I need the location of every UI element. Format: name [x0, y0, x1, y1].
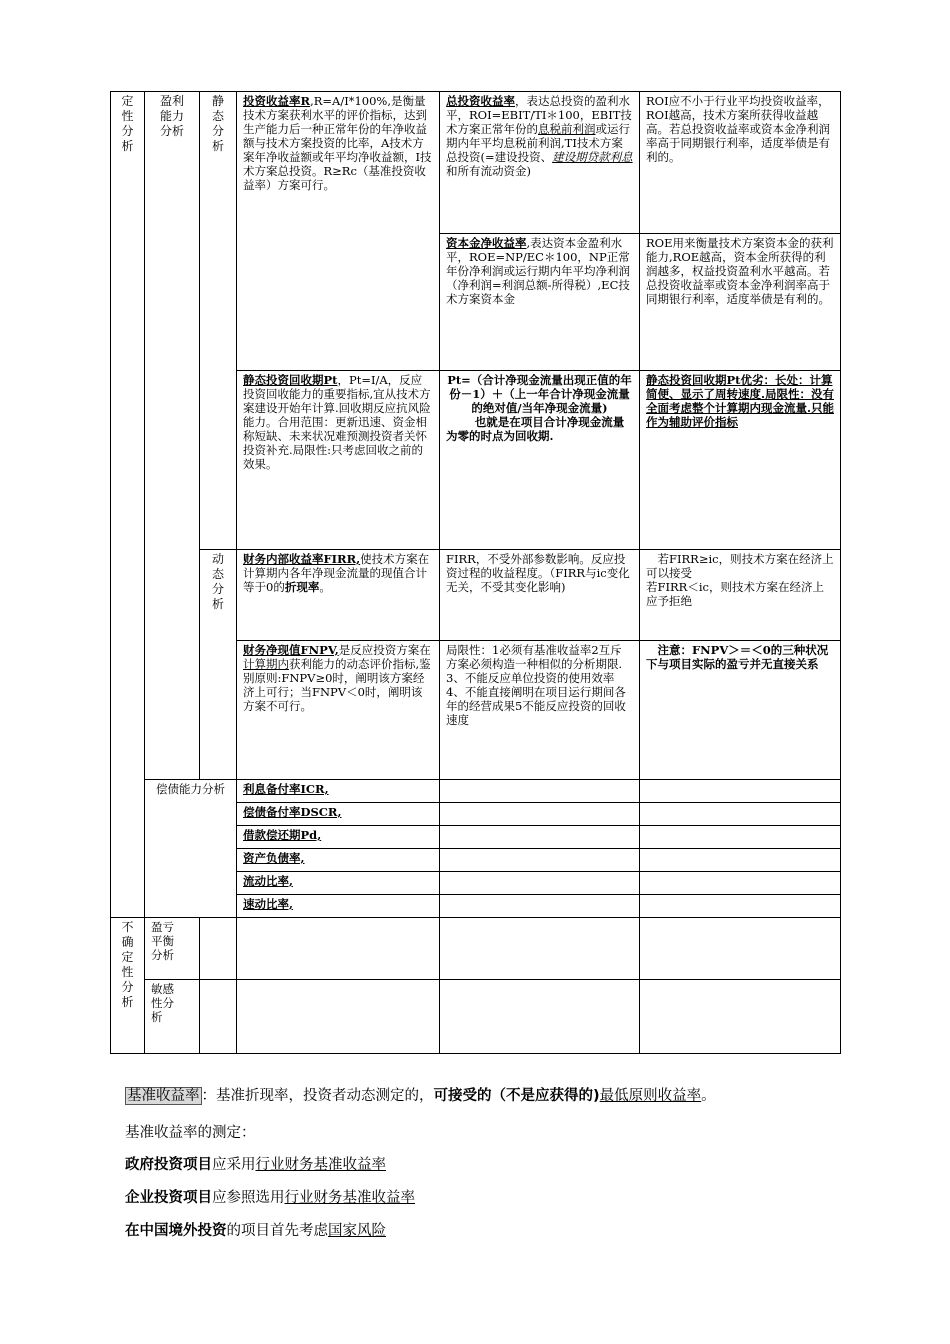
solvency-item-0: 利息备付率ICR, [237, 780, 440, 803]
solvency-item-2: 借款偿还期Pd, [237, 826, 440, 849]
solvency-label: 偿债能力分析 [145, 780, 237, 918]
fnpv-note: 注意：FNPV＞＝＜0的三种状况下与项目实际的盈亏并无直接关系 [640, 641, 841, 780]
footer-line-2: 基准收益率的测定： [125, 1125, 256, 1141]
fnpv-cell: 财务净现值FNPV,是反应投资方案在计算期内获利能力的动态评价指标,鉴别原则:FNPV≥0时，阐明该方案经济上可行；当FNPV＜0时，阐明该方案不可行。 [237, 641, 440, 780]
total-roi-cell: 总投资收益率，表达总投资的盈利水平，ROI=EBIT/TI＊100，EBIT技术方案正常年份的息税前利润或运行期内年平均息税前利润,TI技术方案总投资(=建设投资、建设期贷款利息和所有流动资金) [440, 92, 640, 234]
footer-line-4: 企业投资项目应参照选用行业财务基准收益率 [125, 1190, 415, 1206]
profit-label: 盈利能力分析 [145, 92, 200, 780]
roe-note: ROE用来衡量技术方案资本金的获利能力,ROE越高，资本金所获得的利润越多，权益投资盈利水平越高。若总投资收益率或资本金净利润率高于同期银行利率，适度举债是有利的。 [640, 234, 841, 371]
term-highlight: 基准收益率 [127, 1088, 200, 1104]
sensitivity-label: 敏感性分析 [145, 980, 200, 1054]
static-label: 静态分析 [200, 92, 237, 550]
solvency-item-1: 偿债备付率DSCR, [237, 803, 440, 826]
payback-formula: Pt=（合计净现金流量出现正值的年份－1）＋（上一年合计净现金流量的绝对值/当年净现金流量) 也就是在项目合计净现金流量为零的时点为回收期. [440, 371, 640, 550]
payback-note: 静态投资回收期Pt优劣：长处：计算简便、显示了周转速度.局限性：没有全面考虑整个计算期内现金流量.只能作为辅助评价指标 [640, 371, 841, 550]
fnpv-mid: 局限性：1必须有基准收益率2互斥方案必须构造一种相似的分析期限.3、不能反应单位投资的使用效率4、不能直接阐明在项目运行期间各年的经营成果5不能反应投资的回收速度 [440, 641, 640, 780]
breakeven-label: 盈亏平衡分析 [145, 918, 200, 980]
uncertainty-label: 不确定性分析 [111, 918, 145, 1054]
roi-cell: 投资收益率R,R=A/I*100%,是衡量技术方案获利水平的评价指标，达到生产能力后一种正常年份的年净收益额与技术方案投资的比率，A技术方案年净收益额或年平均净收益额，I技术方案总投资。R≥Rc（基准投资收益率）方案可行。 [237, 92, 440, 371]
solvency-item-3: 资产负债率, [237, 849, 440, 872]
firr-note: 若FIRR≥ic，则技术方案在经济上可以接受 若FIRR＜ic，则技术方案在经济上应予拒绝 [640, 550, 841, 641]
firr-cell: 财务内部收益率FIRR,使技术方案在计算期内各年净现金流量的现值合计等于0的折现率。 [237, 550, 440, 641]
footer-line-3: 政府投资项目应采用行业财务基准收益率 [125, 1157, 386, 1173]
solvency-item-5: 速动比率, [237, 895, 440, 918]
total-roi-note: ROI应不小于行业平均投资收益率，ROI越高，技术方案所获得收益越高。若总投资收益率或资本金净利润率高于同期银行利率，适度举债是有利的。 [640, 92, 841, 234]
roe-cell: 资本金净收益率,表达资本金盈利水平，ROE=NP/EC＊100，NP正常年份净利润或运行期内年平均净利润（净利润=利润总额-所得税）,EC技术方案资本金 [440, 234, 640, 371]
qualitative-label: 定性分析 [111, 92, 145, 918]
solvency-item-4: 流动比率, [237, 872, 440, 895]
payback-cell: 静态投资回收期Pt，Pt=I/A，反应投资回收能力的重要指标,宜从技术方案建设开始年计算.回收期反应抗风险能力。合用范围：更新迅速、资金相称短缺、未来状况难预测投资者关怀投资补充.局限性:只考虑回收之前的效果。 [237, 371, 440, 550]
dynamic-label: 动态分析 [200, 550, 237, 780]
footer-line-5: 在中国境外投资的项目首先考虑国家风险 [125, 1223, 386, 1239]
footer-line-1: 基准收益率 ：基准折现率，投资者动态测定的，可接受的（不是应获得的)最低原则收益率。 [127, 1088, 716, 1104]
analysis-table [110, 91, 841, 1054]
firr-mid: FIRR，不受外部参数影响。反应投资过程的收益程度。（FIRR与ic变化无关，不受其变化影响) [440, 550, 640, 641]
